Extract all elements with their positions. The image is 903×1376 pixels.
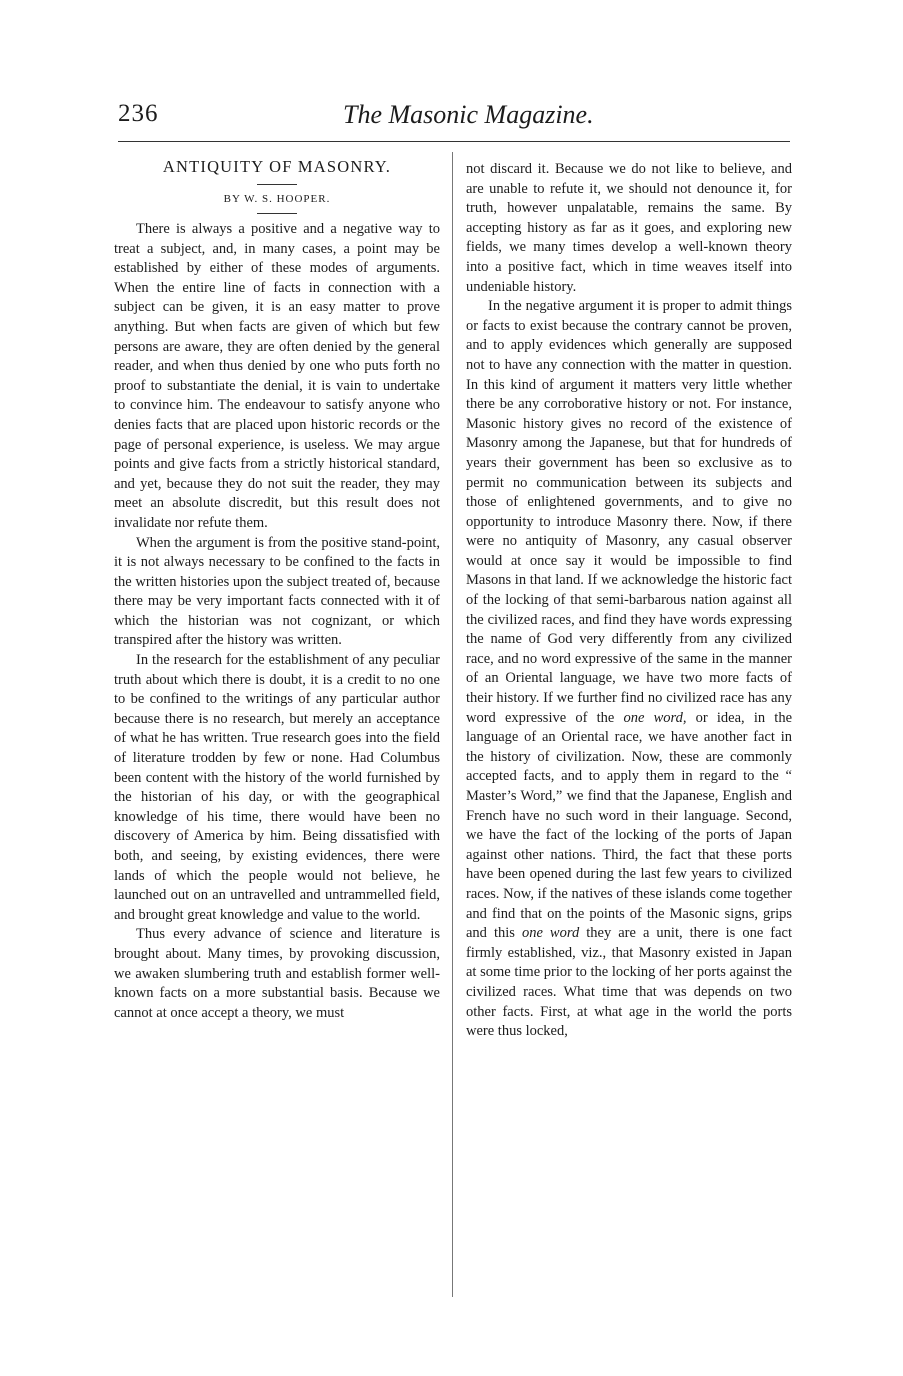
page-number: 236 xyxy=(118,100,159,127)
running-head xyxy=(118,100,790,140)
byline-rule xyxy=(257,213,297,214)
byline: BY W. S. HOOPER. xyxy=(223,193,331,205)
paragraph-5-text-c: they are a unit, there is one fact firmly established, viz., that Masonry existed in Japan at some time prior to the locking of her ports against the civilized races. What time that was depends on two other facts. First, at what age in the world the ports were thus locked, xyxy=(466,925,793,1040)
continued-paragraph: not discard it. Because we do not like to believe, and are unable to refute it, we should not denounce it, for truth, however unpalatable, remains the same. By accepting history as far as it goes, and exploring new fields, we many times develop a well-known theory into a positive fact, which in time weaves itself into undeniable history. xyxy=(466,161,792,295)
emphasis-one-word-2: one word xyxy=(521,925,580,942)
paragraph-2: When the argument is from the positive stand-point, it is not always necessary to be confined to the facts in the written histories upon the subject treated of, because there may be very important facts connected with it of which the historian was not cognizant, or which transpired after the history was written. xyxy=(114,534,440,649)
paragraph-5-text-b: or idea, in the language of an Oriental race, we have another fact in the history of civilization. Now, these are commonly accepted facts, and to apply them in regard to the “ Master’s Word,” we find that the Japanese, English and French have no such word in their language. Second, we have the fact of the locking of the ports of Japan against other nations. Third, the fact that these ports have been opened during the last few years to civilized races. Now, if the natives of these islands come together and find that on the points of the Masonic signs, grips and this xyxy=(466,709,793,942)
left-column xyxy=(114,150,440,1023)
column-divider xyxy=(452,152,453,1297)
header-rule xyxy=(118,141,790,142)
paragraph-4: Thus every advance of science and literature is brought about. Many times, by provoking discussion, we awaken slumbering truth and establish former well-known facts on a more substantial basis. Because we cannot at once accept a theory, we must xyxy=(114,926,440,1021)
right-column xyxy=(466,160,792,1042)
paragraph-5-text-a: In the negative argument it is proper to admit things or facts to exist because the contrary cannot be proven, and to apply evidences which generally are supposed not to have any connection with the matter in question. In this kind of argument it matters very little whether there be any corroborative history or not. For instance, Masonic history gives no record of the existence of Masonry among the Japanese, but that for hundreds of years their government has been so exclusive as to permit no communication between its subjects and those of enlightened governments, and to give no opportunity to introduce Masonry there. Now, if there were no antiquity of Masonry, any casual observer would at once say it would be impossible to find Masons in that land. If we acknowledge the historic fact of the locking of that semi-barbarous nation against all the civilized races, and find they have words expressing the name of God very differently from any civilized race, and no word expressive of the same in the manner of an Oriental language, we have two more facts of their history. If we further find no civilized race has any word expressive of the xyxy=(466,298,792,726)
paragraph-3: In the research for the establishment of any peculiar truth about which there is doubt, it is a credit to no one to be confined to the writings of any particular author because there is no research, but merely an acceptance of what he has written. True research goes into the field of literature trodden by few or none. Had Columbus been content with the history of the world furnished by the historian of his day, or with the geographical knowledge of his time, there would have been no discovery of America by him. Being dissatisfied with both, and seeing, by existing evidences, there were lands of which the people would not believe, he launched out on an untravelled and untrammelled field, and brought great knowledge and value to the world. xyxy=(114,652,440,923)
paragraph-5 xyxy=(466,297,792,1042)
emphasis-one-word: one word, xyxy=(623,709,687,726)
journal-title: The Masonic Magazine. xyxy=(343,100,594,129)
article-title: ANTIQUITY OF MASONRY. xyxy=(162,157,392,176)
paragraph-1: There is always a positive and a negative way to treat a subject, and, in many cases, a point may be established by either of these modes of arguments. When the entire line of facts in connection with a subject can be given, it is an easy matter to prove anything. But when facts are given of which but few persons are aware, they are often denied by the general reader, and when thus denied by one who puts forth no proof to substantiate the denial, it is vain to undertake to convince him. The endeavour to satisfy anyone who denies facts that are placed upon historic records or the page of personal experience, is useless. We may argue points and give facts from a strictly historical standard, and yet, because they do not suit the reader, they may meet an absolute discredit, but this result does not invalidate nor refute them. xyxy=(114,221,440,531)
title-rule xyxy=(257,184,297,185)
